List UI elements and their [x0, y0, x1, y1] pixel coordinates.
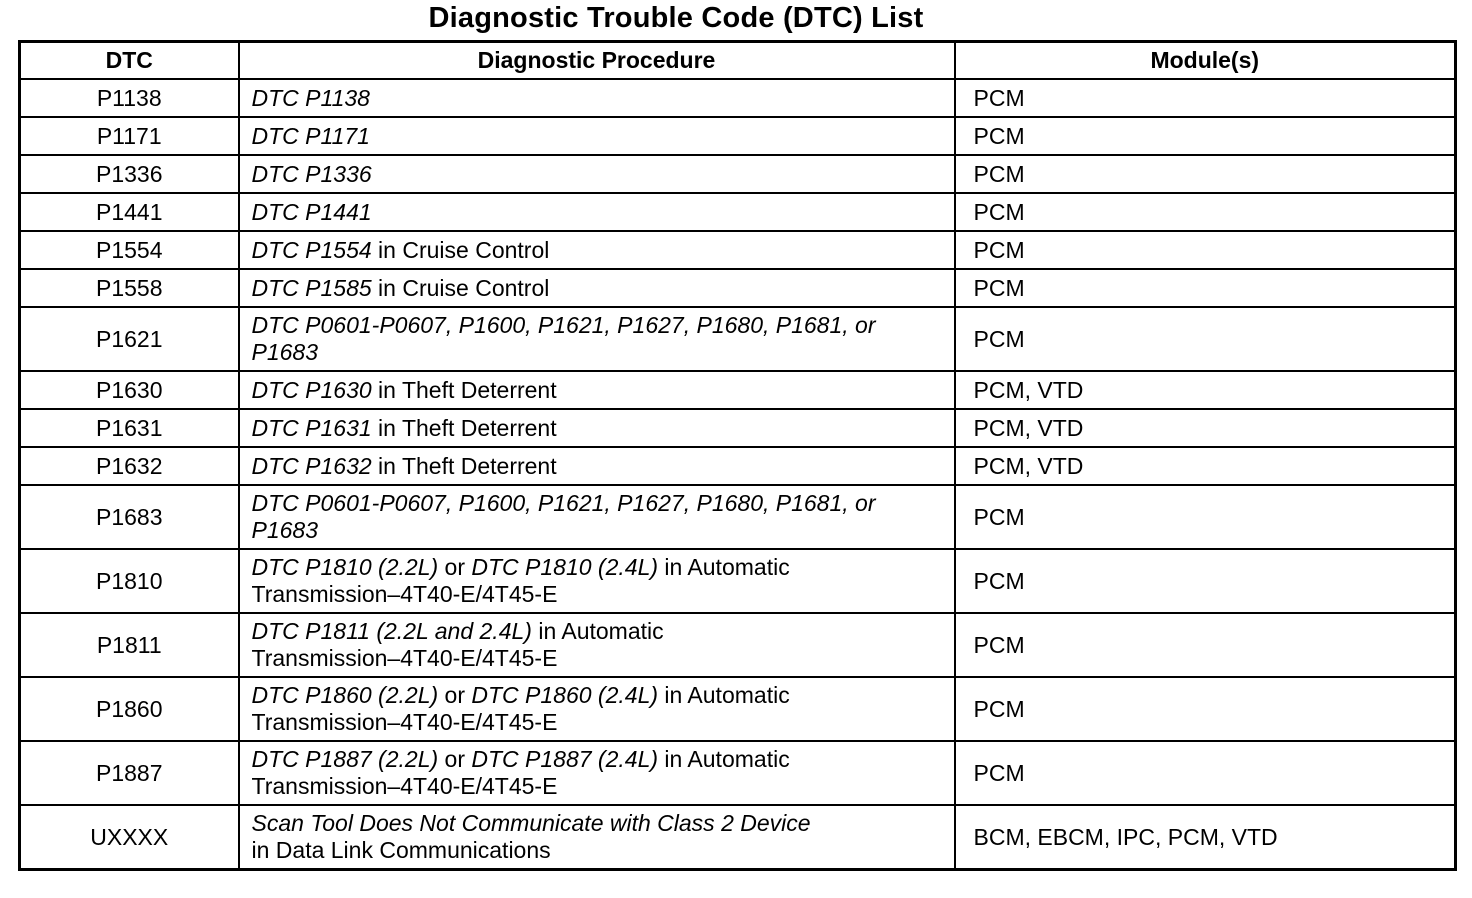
procedure-reference: P1683 — [251, 517, 319, 543]
procedure-text: in Data Link Communications — [251, 837, 551, 863]
procedure-reference: DTC P0601-P0607, P1600, P1621, P1627, P1680, P1681, or — [251, 490, 876, 516]
procedure-cell — [239, 485, 955, 549]
modules-cell: PCM, VTD — [955, 447, 1456, 485]
procedure-text: in Cruise Control — [371, 274, 550, 301]
dtc-code-cell: P1554 — [20, 231, 239, 269]
procedure-line — [252, 339, 946, 366]
dtc-code-cell: P1138 — [20, 79, 239, 117]
dtc-code-cell: P1632 — [20, 447, 239, 485]
procedure-reference: DTC P1860 (2.4L) — [471, 682, 659, 708]
modules-cell: PCM — [955, 231, 1456, 269]
procedure-text: in Theft Deterrent — [371, 376, 557, 403]
procedure-line — [252, 581, 946, 608]
dtc-code-cell: P1336 — [20, 155, 239, 193]
procedure-cell — [239, 117, 955, 155]
procedure-reference: DTC P1138 — [251, 84, 370, 111]
procedure-cell — [239, 741, 955, 805]
table-row — [20, 549, 1456, 613]
procedure-line — [252, 85, 946, 112]
procedure-line — [252, 682, 946, 709]
procedure-text: Transmission–4T40-E/4T45-E — [251, 773, 558, 799]
dtc-column-header: DTC — [20, 42, 239, 80]
procedure-cell — [239, 409, 955, 447]
dtc-code-cell: P1621 — [20, 307, 239, 371]
procedure-cell — [239, 549, 955, 613]
procedure-line — [252, 810, 946, 837]
procedure-line — [252, 415, 946, 442]
modules-cell: PCM, VTD — [955, 409, 1456, 447]
dtc-code-cell: P1631 — [20, 409, 239, 447]
modules-cell: PCM, VTD — [955, 371, 1456, 409]
dtc-code-cell: UXXXX — [20, 805, 239, 870]
procedure-line — [252, 312, 946, 339]
dtc-code-cell: P1441 — [20, 193, 239, 231]
table-row — [20, 231, 1456, 269]
procedure-reference: DTC P1887 (2.2L) — [251, 746, 439, 772]
procedure-line — [252, 746, 946, 773]
procedure-cell — [239, 805, 955, 870]
procedure-text: in Cruise Control — [371, 236, 550, 263]
procedure-text: Transmission–4T40-E/4T45-E — [251, 581, 558, 607]
procedure-line — [252, 490, 946, 517]
procedure-reference: DTC P1631 — [251, 414, 372, 441]
modules-column-header: Module(s) — [955, 42, 1456, 80]
procedure-reference: DTC P1441 — [251, 198, 372, 225]
procedure-reference: DTC P1171 — [251, 122, 370, 149]
procedure-line — [252, 645, 946, 672]
procedure-text: Transmission–4T40-E/4T45-E — [251, 645, 558, 671]
dtc-code-cell: P1630 — [20, 371, 239, 409]
procedure-line — [252, 837, 946, 864]
table-row — [20, 117, 1456, 155]
dtc-code-cell: P1811 — [20, 613, 239, 677]
procedure-cell — [239, 447, 955, 485]
procedure-column-header: Diagnostic Procedure — [239, 42, 955, 80]
procedure-cell — [239, 269, 955, 307]
procedure-line — [252, 554, 946, 581]
procedure-text: or — [438, 746, 472, 772]
procedure-reference: DTC P1887 (2.4L) — [471, 746, 659, 772]
procedure-text: in Automatic — [658, 554, 790, 580]
procedure-cell — [239, 307, 955, 371]
modules-cell: PCM — [955, 613, 1456, 677]
procedure-text: in Automatic — [531, 618, 664, 644]
procedure-line — [252, 199, 946, 226]
table-row — [20, 371, 1456, 409]
procedure-reference: Scan Tool Does Not Communicate with Class 2 Device — [251, 810, 811, 836]
dtc-code-cell: P1887 — [20, 741, 239, 805]
procedure-line — [252, 453, 946, 480]
modules-cell: PCM — [955, 117, 1456, 155]
table-row — [20, 741, 1456, 805]
table-row — [20, 677, 1456, 741]
dtc-code-cell: P1860 — [20, 677, 239, 741]
procedure-line — [252, 709, 946, 736]
procedure-cell — [239, 231, 955, 269]
procedure-reference: DTC P1811 (2.2L and 2.4L) — [251, 618, 532, 644]
table-row — [20, 193, 1456, 231]
dtc-code-cell: P1558 — [20, 269, 239, 307]
procedure-line — [252, 377, 946, 404]
page-title: Diagnostic Trouble Code (DTC) List — [428, 2, 924, 34]
table-body — [20, 79, 1456, 870]
modules-cell: PCM — [955, 677, 1456, 741]
table-row — [20, 805, 1456, 870]
modules-cell: PCM — [955, 269, 1456, 307]
table-row — [20, 447, 1456, 485]
procedure-cell — [239, 79, 955, 117]
procedure-text: or — [438, 682, 472, 708]
modules-cell: PCM — [955, 155, 1456, 193]
procedure-reference: DTC P1860 (2.2L) — [251, 682, 439, 708]
procedure-reference: DTC P1585 — [251, 274, 372, 301]
procedure-reference: P1683 — [251, 339, 319, 365]
modules-cell: PCM — [955, 741, 1456, 805]
procedure-reference: DTC P1336 — [251, 160, 372, 187]
table-row — [20, 155, 1456, 193]
procedure-cell — [239, 371, 955, 409]
table-row — [20, 307, 1456, 371]
procedure-reference: DTC P1554 — [251, 236, 372, 263]
dtc-code-cell: P1810 — [20, 549, 239, 613]
procedure-cell — [239, 193, 955, 231]
procedure-reference: DTC P1810 (2.4L) — [471, 554, 659, 580]
table-row — [20, 79, 1456, 117]
procedure-reference: DTC P1632 — [251, 452, 372, 479]
dtc-code-cell: P1683 — [20, 485, 239, 549]
procedure-text: in Theft Deterrent — [371, 414, 557, 441]
dtc-table — [18, 40, 1457, 871]
procedure-reference: DTC P0601-P0607, P1600, P1621, P1627, P1680, P1681, or — [251, 312, 876, 338]
procedure-line — [252, 237, 946, 264]
modules-cell: PCM — [955, 193, 1456, 231]
procedure-cell — [239, 155, 955, 193]
dtc-code-cell: P1171 — [20, 117, 239, 155]
procedure-line — [252, 773, 946, 800]
table-header-row — [20, 42, 1456, 80]
modules-cell: PCM — [955, 307, 1456, 371]
procedure-text: in Theft Deterrent — [371, 452, 557, 479]
table-row — [20, 409, 1456, 447]
procedure-line — [252, 517, 946, 544]
modules-cell: PCM — [955, 79, 1456, 117]
procedure-cell — [239, 677, 955, 741]
procedure-text: or — [438, 554, 472, 580]
procedure-cell — [239, 613, 955, 677]
procedure-line — [252, 161, 946, 188]
table-row — [20, 613, 1456, 677]
procedure-text: in Automatic — [658, 682, 790, 708]
procedure-text: in Automatic — [658, 746, 790, 772]
procedure-line — [252, 618, 946, 645]
procedure-line — [252, 275, 946, 302]
procedure-reference: DTC P1630 — [251, 376, 372, 403]
table-row — [20, 485, 1456, 549]
procedure-text: Transmission–4T40-E/4T45-E — [251, 709, 558, 735]
modules-cell: PCM — [955, 549, 1456, 613]
procedure-line — [252, 123, 946, 150]
modules-cell: PCM — [955, 485, 1456, 549]
modules-cell: BCM, EBCM, IPC, PCM, VTD — [955, 805, 1456, 870]
table-row — [20, 269, 1456, 307]
procedure-reference: DTC P1810 (2.2L) — [251, 554, 439, 580]
